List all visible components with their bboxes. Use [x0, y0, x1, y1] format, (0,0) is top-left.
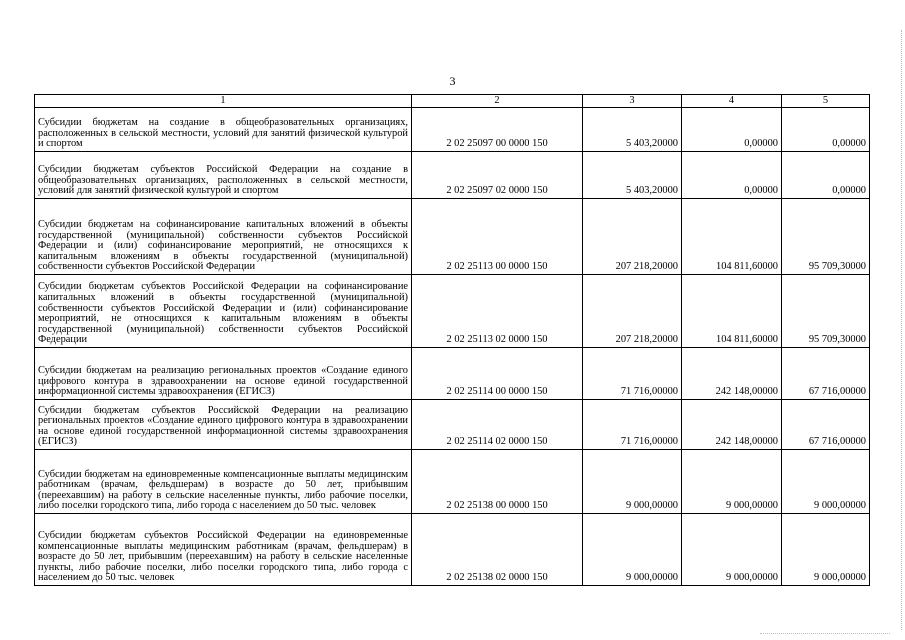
subsidy-name: Субсидии бюджетам на реализацию региональных проектов «Создание единого цифрового контура в здравоохранении на основе единой государственной информационной системы здравоохранения (ЕГИСЗ): [35, 348, 412, 400]
amount-col3: 9 000,00000: [583, 450, 682, 514]
amount-col5: 0,00000: [782, 108, 870, 152]
budget-code: 2 02 25114 02 0000 150: [412, 400, 583, 450]
amount-col4: 104 811,60000: [682, 199, 782, 275]
table-row: [35, 152, 870, 199]
amount-col3: 9 000,00000: [583, 514, 682, 586]
scan-bottom-marks: [760, 633, 890, 638]
scan-edge-marks: [899, 30, 902, 630]
subsidy-name: Субсидии бюджетам на создание в общеобразовательных организациях, расположенных в сельской местности, условий для занятий физической культурой и спортом: [35, 108, 412, 152]
amount-col4: 0,00000: [682, 152, 782, 199]
column-header-4: 4: [682, 95, 782, 108]
budget-code: 2 02 25114 00 0000 150: [412, 348, 583, 400]
budget-code: 2 02 25097 00 0000 150: [412, 108, 583, 152]
amount-col5: 67 716,00000: [782, 348, 870, 400]
table-row: [35, 400, 870, 450]
budget-code: 2 02 25113 00 0000 150: [412, 199, 583, 275]
amount-col5: 95 709,30000: [782, 199, 870, 275]
table-row: [35, 514, 870, 586]
amount-col5: 0,00000: [782, 152, 870, 199]
subsidy-name: Субсидии бюджетам субъектов Российской Федерации на единовременные компенсационные выплаты медицинским работникам (врачам, фельдшерам) в возрасте до 50 лет, прибывшим (переехавшим) на работу в сельские населенные пункты, либо рабочие поселки, либо поселки городского типа, либо города с населением до 50 тыс. человек: [35, 514, 412, 586]
budget-code: 2 02 25113 02 0000 150: [412, 275, 583, 348]
amount-col4: 9 000,00000: [682, 450, 782, 514]
column-number-row: [35, 95, 870, 108]
amount-col3: 5 403,20000: [583, 108, 682, 152]
budget-code: 2 02 25138 00 0000 150: [412, 450, 583, 514]
subsidy-name: Субсидии бюджетам на софинансирование капитальных вложений в объекты государственной (муниципальной) собственности субъектов Российской Федерации и (или) софинансирование мероприятий, не относящихся к капитальным вложениям в объекты государственной (муниципальной) собственности субъектов Российской Федерации: [35, 199, 412, 275]
table-row: [35, 450, 870, 514]
budget-table: [34, 94, 870, 586]
subsidy-name: Субсидии бюджетам субъектов Российской Федерации на софинансирование капитальных вложений в объекты государственной (муниципальной) собственности субъектов Российской Федерации и (или) софинансирование мероприятий, не относящихся к капитальным вложениям в объекты государственной (муниципальной) собственности субъектов Российской Федерации: [35, 275, 412, 348]
amount-col5: 9 000,00000: [782, 514, 870, 586]
subsidy-name: Субсидии бюджетам на единовременные компенсационные выплаты медицинским работникам (врачам, фельдшерам) в возрасте до 50 лет, прибывшим (переехавшим) на работу в сельские населенные пункты, либо рабочие поселки, либо поселки городского типа, либо города с населением до 50 тыс. человек: [35, 450, 412, 514]
subsidy-name: Субсидии бюджетам субъектов Российской Федерации на реализацию региональных проектов «Создание единого цифрового контура в здравоохранении на основе единой государственной информационной системы здравоохранения (ЕГИСЗ): [35, 400, 412, 450]
page-number: 3: [449, 74, 456, 88]
column-header-1: 1: [35, 95, 412, 108]
table-row: [35, 348, 870, 400]
amount-col3: 207 218,20000: [583, 275, 682, 348]
amount-col3: 71 716,00000: [583, 400, 682, 450]
amount-col3: 207 218,20000: [583, 199, 682, 275]
column-header-3: 3: [583, 95, 682, 108]
budget-code: 2 02 25097 02 0000 150: [412, 152, 583, 199]
amount-col4: 0,00000: [682, 108, 782, 152]
table-row: [35, 108, 870, 152]
amount-col4: 242 148,00000: [682, 348, 782, 400]
amount-col5: 67 716,00000: [782, 400, 870, 450]
budget-code: 2 02 25138 02 0000 150: [412, 514, 583, 586]
column-header-2: 2: [412, 95, 583, 108]
table-row: [35, 199, 870, 275]
amount-col5: 95 709,30000: [782, 275, 870, 348]
table-row: [35, 275, 870, 348]
amount-col4: 104 811,60000: [682, 275, 782, 348]
amount-col3: 71 716,00000: [583, 348, 682, 400]
amount-col5: 9 000,00000: [782, 450, 870, 514]
amount-col3: 5 403,20000: [583, 152, 682, 199]
subsidy-name: Субсидии бюджетам субъектов Российской Федерации на создание в общеобразовательных организациях, расположенных в сельской местности, условий для занятий физической культурой и спортом: [35, 152, 412, 199]
amount-col4: 9 000,00000: [682, 514, 782, 586]
column-header-5: 5: [782, 95, 870, 108]
amount-col4: 242 148,00000: [682, 400, 782, 450]
